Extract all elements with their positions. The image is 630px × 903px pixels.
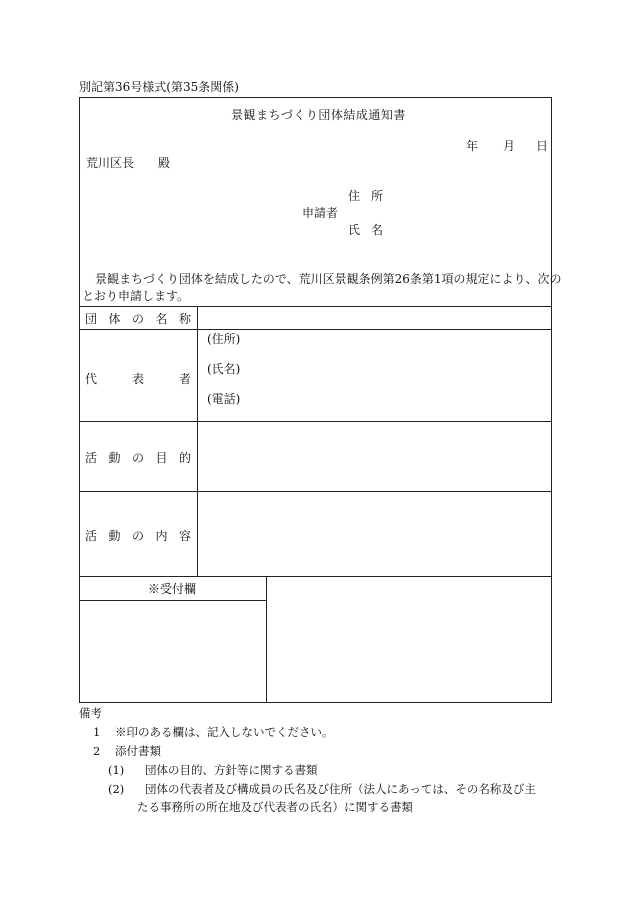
label-group-name [85, 313, 191, 325]
label-char: 代 [85, 372, 98, 386]
label-activity-purpose [85, 452, 191, 464]
applicant-address-char-2: 所 [371, 189, 384, 203]
row-line-4 [79, 576, 552, 577]
date-month: 月 [503, 139, 516, 153]
note-2-number: 2 [93, 744, 101, 758]
date-day: 日 [536, 139, 549, 153]
row-line-1 [79, 329, 552, 330]
label-char: 活 [85, 451, 98, 465]
notes-heading: 備考 [79, 706, 102, 720]
applicant-name-char-2: 名 [371, 223, 384, 237]
note-2-sub-2-number: (2) [108, 782, 125, 796]
statement-line-1: 景観まちづくり団体を結成したので、荒川区景観条例第26条第1項の規定により、次の [95, 272, 562, 286]
form-title: 景観まちづくり団体結成通知書 [231, 108, 406, 122]
label-char: 表 [131, 372, 144, 386]
rep-address-label: (住所) [207, 332, 241, 346]
label-char: の [131, 312, 144, 326]
label-column-line [197, 306, 198, 576]
group-name-field[interactable] [199, 308, 550, 328]
label-char: 目 [155, 451, 168, 465]
note-2-sub-1-number: (1) [108, 763, 125, 777]
label-char: 称 [178, 312, 191, 326]
reception-header-line [79, 600, 266, 601]
date-year: 年 [466, 139, 479, 153]
label-char: 体 [108, 312, 121, 326]
rep-name-label: (氏名) [207, 362, 241, 376]
applicant-label: 申請者 [302, 206, 339, 220]
label-char: 内 [155, 529, 168, 543]
label-char: 団 [85, 312, 98, 326]
applicant-name-char-1: 氏 [348, 223, 361, 237]
applicant-address-char-1: 住 [348, 189, 361, 203]
row-line-3 [79, 491, 552, 492]
note-2-sub-2-text-2: たる事務所の所在地及び代表者の氏名）に関する書類 [137, 800, 413, 814]
reception-divider-line [266, 576, 267, 703]
note-2-sub-1-text: 団体の目的、方針等に関する書類 [145, 763, 318, 777]
label-char: 動 [108, 451, 121, 465]
activity-purpose-field[interactable] [199, 423, 550, 490]
label-char: 動 [108, 529, 121, 543]
label-char: の [131, 451, 144, 465]
statement-line-2: とおり申請します。 [82, 289, 190, 303]
rep-phone-label: (電話) [207, 392, 241, 406]
note-2-sub-2-text-1: 団体の代表者及び構成員の氏名及び住所（法人にあっては、その名称及び主 [145, 782, 536, 796]
note-2-text: 添付書類 [115, 744, 161, 758]
activity-content-field[interactable] [199, 493, 550, 575]
label-char: 活 [85, 529, 98, 543]
table-top-line [79, 306, 552, 307]
reception-label: ※受付欄 [148, 582, 197, 596]
note-1-text: ※印のある欄は、記入しないでください。 [115, 725, 334, 739]
label-char: 容 [178, 529, 191, 543]
form-frame [79, 97, 552, 703]
label-activity-content [85, 530, 191, 542]
note-1-number: 1 [93, 725, 101, 739]
addressee: 荒川区長 殿 [86, 156, 171, 170]
row-line-2 [79, 421, 552, 422]
label-char: の [131, 529, 144, 543]
label-representative [85, 373, 191, 385]
form-number: 別記第36号様式(第35条関係) [79, 80, 239, 94]
label-char: 名 [155, 312, 168, 326]
label-char: 的 [178, 451, 191, 465]
label-char: 者 [178, 372, 191, 386]
